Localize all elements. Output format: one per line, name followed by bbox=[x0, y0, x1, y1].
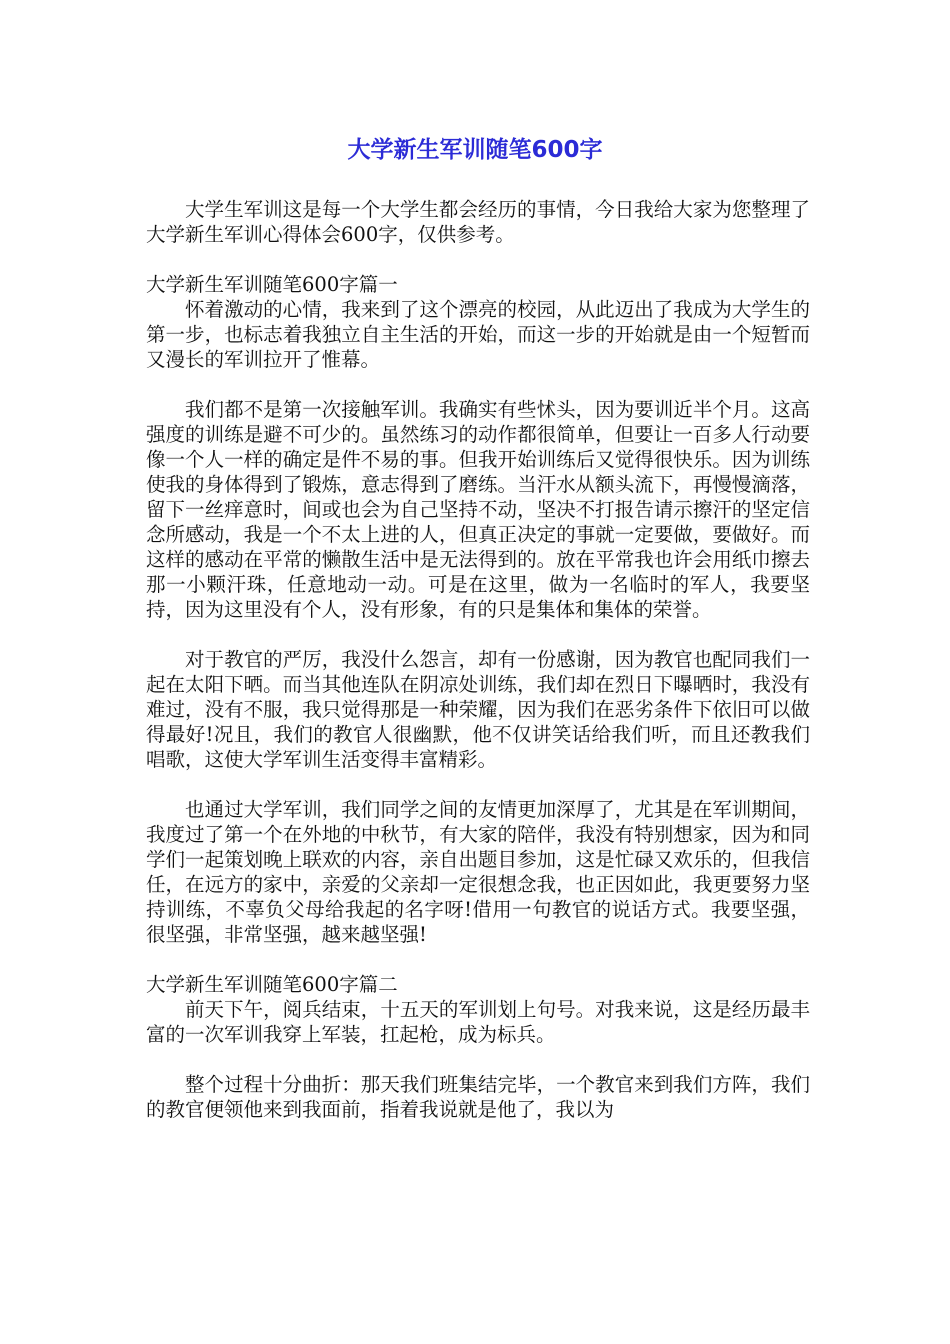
paragraph: 也通过大学军训，我们同学之间的友情更加深厚了，尤其是在军训期间，我度过了第一个在外地的中秋节，有大家的陪伴，我没有特别想家，因为和同学们一起策划晚上联欢的内容，亲自出题目参加，这是忙碌又欢乐的，但我信任，在远方的家中，亲爱的父亲却一定很想念我，也正因如此，我更要努力坚持训练，不辜负父母给我起的名字呀!借用一句教官的说话方式。我要坚强，很坚强，非常坚强，越来越坚强! bbox=[146, 798, 810, 946]
paragraph: 前天下午，阅兵结束，十五天的军训划上句号。对我来说，这是经历最丰富的一次军训我穿上军装，扛起枪，成为标兵。 bbox=[146, 998, 810, 1046]
paragraph: 对于教官的严厉，我没什么怨言，却有一份感谢，因为教官也配同我们一起在太阳下晒。而当其他连队在阴凉处训练，我们却在烈日下曝晒时，我没有难过，没有不服，我只觉得那是一种荣耀，因为我们在恶劣条件下依旧可以做得最好!况且，我们的教官人很幽默，他不仅讲笑话给我们听，而且还教我们唱歌，这使大学军训生活变得丰富精彩。 bbox=[146, 648, 810, 771]
section-heading-2: 大学新生军训随笔600字篇二 bbox=[146, 973, 398, 996]
intro-paragraph: 大学生军训这是每一个大学生都会经历的事情，今日我给大家为您整理了大学新生军训心得体会600字，仅供参考。 bbox=[146, 198, 810, 246]
document-body bbox=[146, 197, 810, 1122]
page-title: 大学新生军训随笔600字 bbox=[347, 137, 603, 163]
paragraph: 整个过程十分曲折：那天我们班集结完毕，一个教官来到我们方阵，我们的教官便领他来到我面前，指着我说就是他了，我以为 bbox=[146, 1073, 810, 1121]
paragraph: 怀着激动的心情，我来到了这个漂亮的校园，从此迈出了我成为大学生的第一步，也标志着我独立自主生活的开始，而这一步的开始就是由一个短暂而又漫长的军训拉开了惟幕。 bbox=[146, 298, 810, 371]
section-heading-1: 大学新生军训随笔600字篇一 bbox=[146, 273, 398, 296]
paragraph: 我们都不是第一次接触军训。我确实有些怵头，因为要训近半个月。这高强度的训练是避不可少的。虽然练习的动作都很简单，但要让一百多人行动要像一个人一样的确定是件不易的事。但我开始训练后又觉得很快乐。因为训练使我的身体得到了锻炼，意志得到了磨练。当汗水从额头流下，再慢慢滴落，留下一丝痒意时，间或也会为自己坚持不动，坚决不打报告请示擦汗的坚定信念所感动，我是一个不太上进的人，但真正决定的事就一定要做，要做好。而这样的感动在平常的懒散生活中是无法得到的。放在平常我也许会用纸巾擦去那一小颗汗珠，任意地动一动。可是在这里，做为一名临时的军人，我要坚持，因为这里没有个人，没有形象，有的只是集体和集体的荣誉。 bbox=[146, 398, 810, 621]
